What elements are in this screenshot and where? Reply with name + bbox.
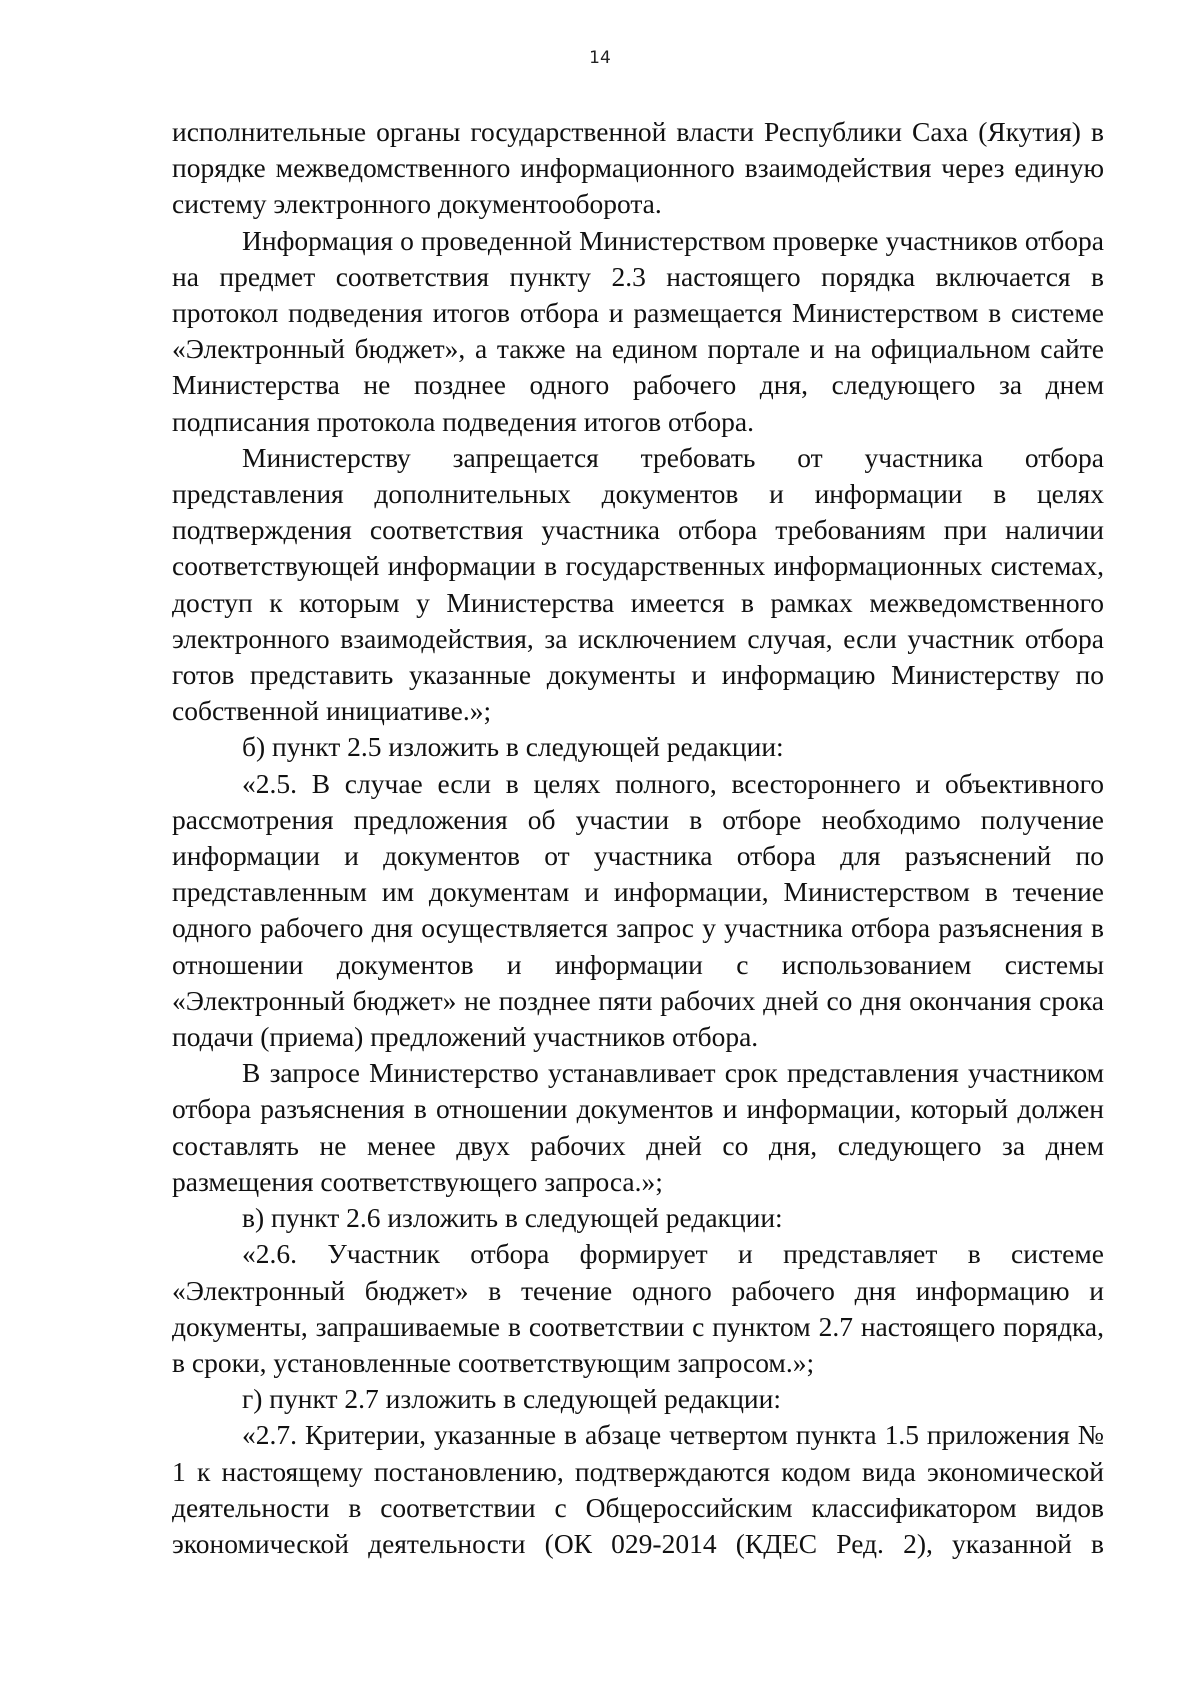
- paragraph: г) пункт 2.7 изложить в следующей редакции:: [242, 1383, 781, 1415]
- paragraph: Информация о проведенной Министерством проверке участников отбора на предмет соответствия пункту 2.3 настоящего порядка включается в протокол подведения итогов отбора и размещается Министерством в системе «Электронный бюджет», а также на едином портале и на официальном сайте Министерства не позднее одного рабочего дня, следующего за днем подписания протокола подведения итогов отбора.: [172, 224, 1104, 437]
- paragraph: исполнительные органы государственной власти Республики Саха (Якутия) в порядке межведомственного информационного взаимодействия через единую систему электронного документооборота.: [172, 116, 1104, 220]
- paragraph: б) пункт 2.5 изложить в следующей редакции:: [242, 731, 784, 763]
- paragraph: «2.5. В случае если в целях полного, всестороннего и объективного рассмотрения предложения об участии в отборе необходимо получение информации и документов от участника отбора для разъяснений по представленным им документам и информации, Министерством в течение одного рабочего дня осуществляется запрос у участника отбора разъяснения в отношении документов и информации с использованием системы «Электронный бюджет» не позднее пяти рабочих дней со дня окончания срока подачи (приема) предложений участников отбора.: [172, 767, 1104, 1053]
- paragraph: «2.7. Критерии, указанные в абзаце четвертом пункта 1.5 приложения № 1 к настоящему постановлению, подтверждаются кодом вида экономической деятельности в соответствии с Общероссийским классификатором видов экономической деятельности (ОК 029-2014 (КДЕС Ред. 2), указанной в: [172, 1419, 1104, 1559]
- paragraph: в) пункт 2.6 изложить в следующей редакции:: [242, 1202, 783, 1234]
- paragraph: Министерству запрещается требовать от участника отбора представления дополнительных документов и информации в целях подтверждения соответствия участника отбора требованиям при наличии соответствующей информации в государственных информационных системах, доступ к которым у Министерства имеется в рамках межведомственного электронного взаимодействия, за исключением случая, если участник отбора готов представить указанные документы и информацию Министерству по собственной инициативе.»;: [172, 441, 1104, 727]
- document-body: [172, 114, 1104, 1562]
- paragraph: «2.6. Участник отбора формирует и представляет в системе «Электронный бюджет» в течение одного рабочего дня информацию и документы, запрашиваемые в соответствии с пунктом 2.7 настоящего порядка, в сроки, установленные соответствующим запросом.»;: [172, 1238, 1104, 1378]
- paragraph: В запросе Министерство устанавливает срок представления участником отбора разъяснения в отношении документов и информации, который должен составлять не менее двух рабочих дней со дня, следующего за днем размещения соответствующего запроса.»;: [172, 1057, 1104, 1197]
- page-number: 14: [589, 48, 611, 68]
